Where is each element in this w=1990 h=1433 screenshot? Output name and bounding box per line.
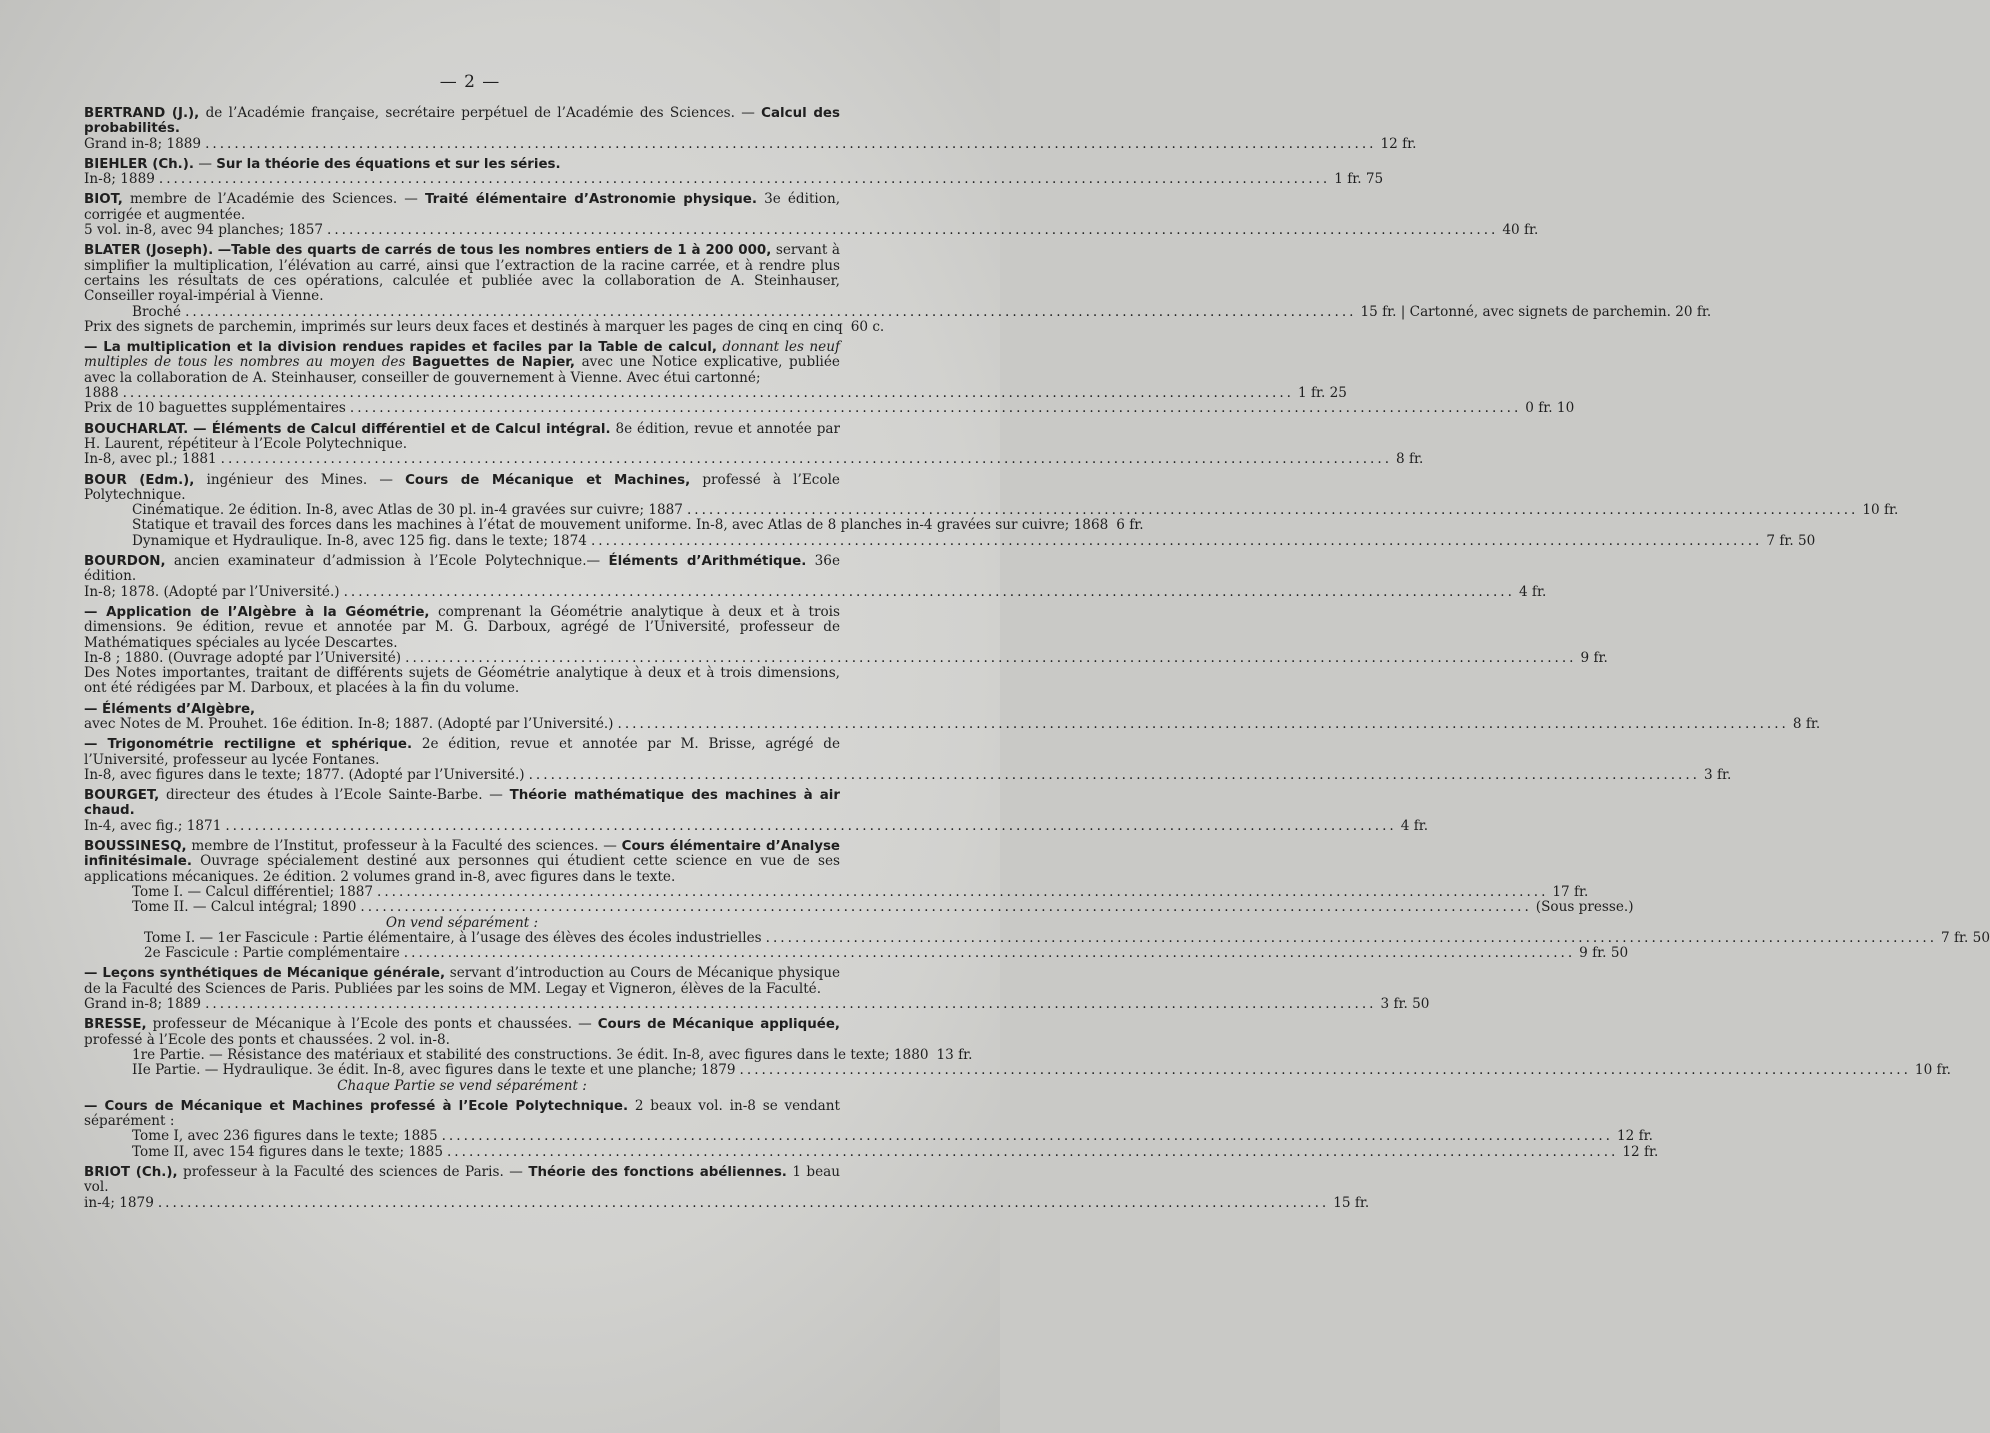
- book-title: Cours de Mécanique appliquée,: [597, 1017, 840, 1033]
- price: (Sous presse.): [1535, 899, 1634, 916]
- sub-line-text: 2e Fascicule : Partie complémentaire: [144, 945, 400, 962]
- sub-line-text: Tome I. — Calcul différentiel; 1887: [132, 883, 374, 900]
- price: 1 fr. 75: [1334, 171, 1384, 188]
- catalog-entry: [84, 471, 1899, 549]
- note-line: [84, 400, 1575, 417]
- catalog-entry: [84, 1164, 1370, 1211]
- price: 0 fr. 10: [1525, 400, 1575, 417]
- book-title: — Éléments d’Algèbre,: [84, 701, 256, 717]
- section-note: On vend séparément :: [385, 914, 539, 931]
- sub-line-text: Tome II, avec 154 figures dans le texte; 1885: [132, 1143, 443, 1160]
- note-text: Des Notes importantes, traitant de différents sujets de Géométrie analytique à deux et à trois dimensions, ont été rédigées par M. Darboux, et placées à la fin du volume.: [84, 665, 840, 697]
- dot-leader: [205, 137, 1376, 152]
- dot-leader: [529, 768, 1700, 783]
- book-title: — Éléments de Calcul différentiel et de Calcul intégral.: [193, 421, 611, 437]
- price: 13 fr.: [936, 1046, 973, 1063]
- price-line-text: In-8, avec figures dans le texte; 1877. (Adopté par l’Université.): [84, 766, 525, 783]
- sub-line: [84, 532, 1816, 549]
- catalog-entries: [84, 105, 1990, 1216]
- book-details: comprenant la Géométrie analytique à deux et à trois dimensions. 9e édition, revue et annotée par M. G. Darboux, agrégé de l’Université, professeur de Mathématiques spéciales au lycée Descartes.: [84, 603, 841, 651]
- catalog-entry: [84, 191, 1539, 239]
- price: 7 fr. 50: [1941, 929, 1990, 946]
- price: 10 fr.: [1914, 1062, 1951, 1079]
- price: 4 fr.: [1400, 817, 1429, 834]
- price: 40 fr.: [1502, 222, 1539, 239]
- book-title: —Table des quarts de carrés de tous les nombres entiers de 1 à 200 000,: [217, 243, 772, 259]
- sub-line: [84, 929, 1990, 946]
- price: 9 fr. 50: [1579, 945, 1629, 962]
- entry-description: [84, 1017, 840, 1048]
- catalog-entry: [84, 1016, 1951, 1094]
- entry-description: [84, 422, 840, 453]
- page-number: — 2 —: [439, 72, 501, 92]
- dot-leader: [158, 1196, 1329, 1211]
- book-details: 2e édition, revue et annotée par M. Brisse, agrégé de l’Université, professeur au lycée Fontanes.: [84, 736, 841, 768]
- entry-description: [84, 605, 840, 651]
- book-details: professé à l’Ecole des ponts et chaussées. 2 vol. in-8.: [84, 1031, 450, 1048]
- author-desc: ingénieur des Mines. —: [206, 471, 393, 488]
- price-line: [84, 817, 1429, 834]
- catalog-entry: [84, 339, 1575, 417]
- author-desc: de l’Académie française, secrétaire perpétuel de l’Académie des Sciences. —: [205, 105, 755, 121]
- sub-line-text: Dynamique et Hydraulique. In-8, avec 125 fig. dans le texte; 1874: [132, 532, 587, 549]
- book-details: 36e édition.: [84, 553, 840, 585]
- author-desc: —: [198, 155, 212, 172]
- price-line: [84, 222, 1539, 239]
- author-name: BLATER (Joseph).: [84, 243, 214, 259]
- price: 8 fr.: [1792, 715, 1821, 732]
- catalog-entry: [84, 105, 1417, 152]
- dot-leader: [377, 885, 1548, 900]
- author-name: BOUCHARLAT.: [84, 421, 189, 437]
- entry-description: [84, 737, 840, 768]
- price-line: [84, 451, 1424, 468]
- book-title: Théorie des fonctions abéliennes.: [528, 1165, 787, 1180]
- book-details: servant d’introduction au Cours de Mécanique physique de la Faculté des Sciences de Paris. Publiées par les soins de MM. Legay et Vigneron, élèves de la Faculté.: [84, 965, 841, 997]
- book-title: — La multiplication et la division rendues rapides et faciles par la Table de calcul,: [84, 340, 717, 356]
- book-details: 8e édition, revue et annotée par H. Laurent, répétiteur à l’Ecole Polytechnique.: [84, 420, 840, 452]
- book-details: servant à simplifier la multiplication, l’élévation au carré, ainsi que l’extraction de la racine carrée, et à rendre plus certains les résultats de ces opérations, calculée et publiée avec la collaboration de A. Steinhauser, Conseiller royal-impérial à Vienne.: [84, 242, 840, 305]
- dot-leader: [404, 946, 1575, 961]
- author-name: BOUR (Edm.),: [84, 472, 195, 488]
- price-line: [84, 766, 1732, 783]
- author-name: BOURGET,: [84, 788, 160, 804]
- price: 60 c.: [850, 318, 885, 335]
- price-line: [84, 649, 1608, 666]
- entry-description: [84, 702, 840, 717]
- price: 15 fr. | Cartonné, avec signets de parchemin. 20 fr.: [1360, 303, 1712, 320]
- book-details: 1 beau vol.: [84, 1164, 841, 1196]
- author-name: BOUSSINESQ,: [84, 839, 187, 855]
- book-title: Calcul des probabilités.: [84, 106, 840, 137]
- sub-line-text: IIe Partie. — Hydraulique. 3e édit. In-8, avec figures dans le texte et une planche; 1879: [132, 1062, 736, 1079]
- sub-line-text: Statique et travail des forces dans les machines à l’état de mouvement uniforme. In-8, avec Atlas de 8 planches in-4 gravées sur cuivre; 1868: [132, 517, 1109, 534]
- dot-leader: [123, 386, 1294, 401]
- catalog-entry: [84, 965, 1430, 1013]
- price: 12 fr.: [1622, 1143, 1659, 1160]
- price: 1 fr. 25: [1297, 385, 1347, 402]
- price: 15 fr.: [1333, 1194, 1370, 1211]
- book-details: professé à l’Ecole Polytechnique.: [84, 471, 840, 503]
- note-line-text: Prix de 10 baguettes supplémentaires: [84, 400, 346, 417]
- dot-leader: [740, 1063, 1911, 1078]
- price-line: [84, 1194, 1370, 1211]
- book-title: — Leçons synthétiques de Mécanique générale,: [84, 966, 446, 982]
- sub-line: [84, 899, 1634, 916]
- sub-line: [84, 517, 1144, 534]
- author-desc: ancien examinateur d’admission à l’Ecole Polytechnique.—: [173, 553, 601, 570]
- author-desc: professeur de Mécanique à l’Ecole des ponts et chaussées. —: [152, 1016, 592, 1033]
- entry-description: [84, 243, 840, 304]
- sub-line: [84, 1046, 973, 1063]
- entry-description: [84, 839, 840, 885]
- book-title: Théorie mathématique des machines à air chaud.: [84, 788, 840, 819]
- author-name: BIEHLER (Ch.).: [84, 156, 194, 172]
- author-desc: professeur à la Faculté des sciences de Paris. —: [183, 1164, 523, 1180]
- note-line-text: Prix des signets de parchemin, imprimés sur leurs deux faces et destinés à marquer les pages de cinq en cinq: [84, 318, 843, 335]
- dot-leader: [618, 717, 1789, 732]
- price-line: [84, 996, 1430, 1013]
- author-name: BRESSE,: [84, 1017, 147, 1033]
- sub-line-text: Cinématique. 2e édition. In-8, avec Atlas de 30 pl. in-4 gravées sur cuivre; 1887: [132, 502, 683, 519]
- author-desc: membre de l’Institut, professeur à la Faculté des sciences. —: [191, 838, 617, 855]
- catalog-entry: [84, 553, 1547, 600]
- entry-description: [84, 473, 840, 504]
- price-line-text: In-8; 1889: [84, 171, 155, 188]
- price-line-text: In-8; 1878. (Adopté par l’Université.): [84, 583, 340, 600]
- dot-leader: [205, 997, 1376, 1012]
- dot-leader: [405, 651, 1576, 666]
- entry-description: [84, 1099, 840, 1130]
- entry-description: [84, 192, 840, 223]
- dot-leader: [766, 931, 1937, 946]
- price-line-text: Grand in-8; 1889: [84, 135, 202, 152]
- dot-leader: [360, 900, 1531, 915]
- price: 10 fr.: [1862, 502, 1899, 519]
- book-details: 2 beaux vol. in-8 se vendant séparément :: [84, 1097, 841, 1130]
- author-name: BOURDON,: [84, 554, 166, 570]
- sub-line: [84, 883, 1589, 900]
- book-title-2: Baguettes de Napier,: [412, 355, 576, 371]
- catalog-entry: [84, 603, 1608, 697]
- note-line: [84, 318, 885, 335]
- section-note: Chaque Partie se vend séparément :: [337, 1077, 587, 1094]
- price: 7 fr. 50: [1766, 532, 1816, 549]
- dot-leader: [350, 401, 1521, 416]
- dot-leader: [185, 305, 1356, 320]
- price-line: [84, 715, 1821, 732]
- author-name: BERTRAND (J.),: [84, 106, 200, 121]
- catalog-entry: [84, 701, 1821, 733]
- sub-line-text: 1re Partie. — Résistance des matériaux et stabilité des constructions. 3e édit. In-8, avec figures dans le texte; 1880: [132, 1046, 929, 1063]
- price-line-text: Broché: [132, 303, 182, 320]
- entry-description: [84, 1165, 840, 1196]
- price: 3 fr. 50: [1380, 996, 1430, 1013]
- catalog-entry: [84, 1097, 1659, 1160]
- price-line: [84, 385, 1347, 402]
- price: 3 fr.: [1703, 766, 1732, 783]
- entry-description: [84, 106, 840, 137]
- book-title: Sur la théorie des équations et sur les séries.: [216, 156, 561, 172]
- price-line-text: In-8 ; 1880. (Ouvrage adopté par l’Université): [84, 649, 402, 666]
- dot-leader: [591, 534, 1762, 549]
- price: 12 fr.: [1380, 135, 1417, 152]
- dot-leader: [442, 1129, 1613, 1144]
- dot-leader: [225, 819, 1396, 834]
- price-line-text: 1888: [84, 385, 119, 402]
- author-desc: membre de l’Académie des Sciences. —: [130, 191, 418, 208]
- dot-leader: [327, 223, 1498, 238]
- book-title: — Application de l’Algèbre à la Géométrie,: [84, 604, 430, 620]
- entry-description: [84, 157, 840, 172]
- book-details: 3e édition, corrigée et augmentée.: [84, 191, 841, 223]
- dot-leader: [159, 172, 1330, 187]
- entry-description: [84, 966, 840, 997]
- book-title: Cours élémentaire d’Analyse infinitésimale.: [84, 839, 841, 870]
- price-line: [84, 303, 1712, 320]
- entry-description: [84, 340, 840, 386]
- price: 4 fr.: [1518, 583, 1547, 600]
- catalog-entry: [84, 155, 1384, 188]
- price-line-text: in-4; 1879: [84, 1194, 154, 1211]
- price: 9 fr.: [1580, 649, 1608, 666]
- author-name: BRIOT (Ch.),: [84, 1165, 178, 1180]
- book-title: Traité élémentaire d’Astronomie physique.: [424, 192, 757, 208]
- dot-leader: [344, 585, 1515, 600]
- catalog-entry: [84, 787, 1429, 834]
- author-desc: directeur des études à l’Ecole Sainte-Barbe. —: [165, 787, 503, 804]
- sub-line: [84, 1062, 1951, 1079]
- catalog-entry: [84, 242, 1712, 335]
- catalog-entry: [84, 736, 1732, 783]
- catalog-entry: [84, 420, 1424, 468]
- sub-line-text: Tome I, avec 236 figures dans le texte; 1885: [132, 1128, 438, 1145]
- book-title: Éléments d’Arithmétique.: [608, 554, 807, 570]
- catalog-entry: [84, 838, 1990, 962]
- price-line-text: 5 vol. in-8, avec 94 planches; 1857: [84, 222, 323, 239]
- price-line-text: In-8, avec pl.; 1881: [84, 451, 217, 468]
- dot-leader: [687, 503, 1858, 518]
- price-line-text: In-4, avec fig.; 1871: [84, 817, 222, 834]
- book-title: Cours de Mécanique et Machines,: [405, 472, 691, 488]
- price: 12 fr.: [1616, 1128, 1653, 1145]
- price-line: [84, 583, 1547, 600]
- price-line-text: Grand in-8; 1889: [84, 996, 202, 1013]
- book-details: avec une Notice explicative, publiée avec la collaboration de A. Steinhauser, conseiller de gouvernement à Vienne. Avec étui cartonné;: [84, 354, 840, 386]
- dot-leader: [221, 452, 1392, 467]
- price: 6 fr.: [1116, 517, 1144, 534]
- price-line-text: avec Notes de M. Prouhet. 16e édition. In-8; 1887. (Adopté par l’Université.): [84, 715, 614, 732]
- sub-line: [84, 1128, 1653, 1145]
- sub-line-text: Tome I. — 1er Fascicule : Partie élémentaire, à l’usage des élèves des écoles industrielles: [144, 929, 762, 946]
- price-line: [84, 171, 1384, 188]
- sub-line: [84, 1143, 1659, 1160]
- book-details: Ouvrage spécialement destiné aux personnes qui étudient cette science en vue de ses applications mécaniques. 2e édition. 2 volumes grand in-8, avec figures dans le texte.: [84, 853, 840, 885]
- dot-leader: [447, 1145, 1618, 1160]
- entry-description: [84, 554, 840, 585]
- sub-line: [84, 502, 1899, 519]
- entry-description: [84, 788, 840, 819]
- author-name: BIOT,: [84, 192, 123, 208]
- sub-line-text: Tome II. — Calcul intégral; 1890: [132, 899, 357, 916]
- price: 8 fr.: [1396, 451, 1424, 468]
- price-line: [84, 135, 1417, 152]
- sub-line: [84, 945, 1629, 962]
- price: 17 fr.: [1552, 883, 1589, 900]
- book-title: — Cours de Mécanique et Machines professé à l’Ecole Polytechnique.: [84, 1098, 629, 1114]
- book-title: — Trigonométrie rectiligne et sphérique.: [84, 737, 413, 753]
- book-subtitle: donnant les neuf multiples de tous les nombres au moyen des: [84, 339, 840, 371]
